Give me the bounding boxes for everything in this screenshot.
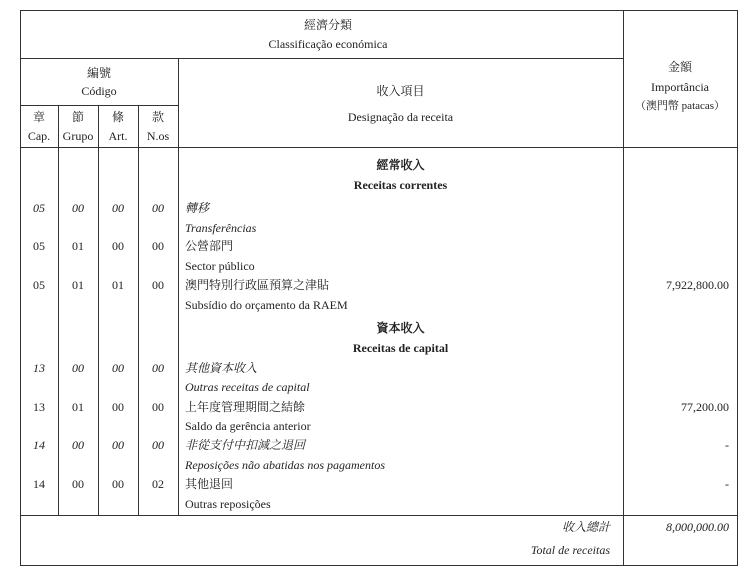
row-amount: - bbox=[725, 438, 729, 452]
table-border-right bbox=[737, 10, 738, 566]
row-designation-pt: Sector público bbox=[185, 259, 255, 273]
amount-header-zh: 金額 bbox=[667, 60, 692, 74]
table-border-bottom bbox=[20, 565, 737, 566]
art-header-zh: 條 bbox=[111, 110, 124, 124]
total-amount: 8,000,000.00 bbox=[666, 520, 729, 534]
row-nos: 00 bbox=[152, 201, 164, 215]
divider-under-classification bbox=[20, 58, 623, 59]
divider-under-code bbox=[20, 105, 178, 106]
row-art: 00 bbox=[112, 400, 124, 414]
row-art: 00 bbox=[112, 201, 124, 215]
classification-title-pt: Classificação económica bbox=[268, 37, 388, 51]
row-grupo: 01 bbox=[72, 400, 84, 414]
total-label-pt: Total de receitas bbox=[530, 543, 610, 557]
grupo-header-zh: 節 bbox=[71, 110, 84, 124]
row-designation-zh: 上年度管理期間之結餘 bbox=[185, 400, 306, 414]
row-designation-zh: 公營部門 bbox=[185, 239, 234, 253]
row-nos: 00 bbox=[152, 278, 164, 292]
row-cap: 05 bbox=[33, 239, 45, 253]
row-grupo: 00 bbox=[72, 438, 84, 452]
row-designation-pt: Subsídio do orçamento da RAEM bbox=[185, 298, 348, 312]
code-title-pt: Código bbox=[81, 84, 117, 98]
row-designation-pt: Outras receitas de capital bbox=[185, 380, 310, 394]
designation-header-pt: Designação da receita bbox=[347, 110, 454, 124]
designation-column-border bbox=[178, 58, 179, 516]
section-capital-pt: Receitas de capital bbox=[352, 341, 449, 355]
row-designation-zh: 澳門特別行政區預算之津貼 bbox=[185, 278, 330, 292]
row-nos: 00 bbox=[152, 239, 164, 253]
row-art: 00 bbox=[112, 239, 124, 253]
row-nos: 00 bbox=[152, 361, 164, 375]
amount-header-unit: （澳門幣 patacas） bbox=[634, 100, 726, 112]
row-designation-zh: 非從支付中扣減之退回 bbox=[185, 438, 306, 452]
row-designation-pt: Saldo da gerência anterior bbox=[185, 419, 311, 433]
table-border-top bbox=[20, 10, 737, 11]
art-header-pt: Art. bbox=[108, 129, 128, 143]
cap-header-zh: 章 bbox=[32, 110, 45, 124]
row-grupo: 01 bbox=[72, 278, 84, 292]
section-current-pt: Receitas correntes bbox=[353, 178, 448, 192]
row-cap: 14 bbox=[33, 477, 45, 491]
row-cap: 13 bbox=[33, 400, 45, 414]
designation-header-zh: 收入項目 bbox=[376, 84, 425, 98]
art-column-border bbox=[138, 105, 139, 516]
row-art: 00 bbox=[112, 361, 124, 375]
code-title-zh: 編號 bbox=[86, 66, 111, 80]
nos-header-zh: 款 bbox=[151, 110, 164, 124]
row-cap: 05 bbox=[33, 201, 45, 215]
row-art: 00 bbox=[112, 477, 124, 491]
nos-header-pt: N.os bbox=[146, 129, 170, 143]
row-designation-zh: 轉移 bbox=[185, 201, 210, 215]
row-art: 01 bbox=[112, 278, 124, 292]
row-designation-zh: 其他退回 bbox=[185, 477, 234, 491]
row-cap: 05 bbox=[33, 278, 45, 292]
row-designation-pt: Reposições não abatidas nos pagamentos bbox=[185, 458, 385, 472]
classification-title-zh: 經濟分類 bbox=[303, 18, 352, 32]
row-nos: 00 bbox=[152, 400, 164, 414]
row-grupo: 00 bbox=[72, 201, 84, 215]
header-bottom-line bbox=[20, 147, 737, 148]
cap-column-border bbox=[58, 105, 59, 516]
row-art: 00 bbox=[112, 438, 124, 452]
row-nos: 02 bbox=[152, 477, 164, 491]
amount-header-pt: Importância bbox=[651, 80, 709, 94]
row-nos: 00 bbox=[152, 438, 164, 452]
row-cap: 14 bbox=[33, 438, 45, 452]
row-designation-pt: Outras reposições bbox=[185, 497, 271, 511]
total-label-zh: 收入總計 bbox=[561, 520, 610, 534]
section-current-zh: 經常收入 bbox=[376, 158, 425, 172]
row-grupo: 00 bbox=[72, 477, 84, 491]
row-amount: 7,922,800.00 bbox=[666, 278, 729, 292]
row-cap: 13 bbox=[33, 361, 45, 375]
cap-header-pt: Cap. bbox=[27, 129, 51, 143]
total-top-line bbox=[20, 515, 737, 516]
row-amount: 77,200.00 bbox=[681, 400, 729, 414]
grupo-header-pt: Grupo bbox=[62, 129, 94, 143]
section-capital-zh: 資本收入 bbox=[376, 321, 425, 335]
row-grupo: 00 bbox=[72, 361, 84, 375]
grupo-column-border bbox=[98, 105, 99, 516]
row-designation-pt: Transferências bbox=[185, 221, 257, 235]
row-grupo: 01 bbox=[72, 239, 84, 253]
row-amount: - bbox=[725, 477, 729, 491]
row-designation-zh: 其他資本收入 bbox=[185, 361, 258, 375]
